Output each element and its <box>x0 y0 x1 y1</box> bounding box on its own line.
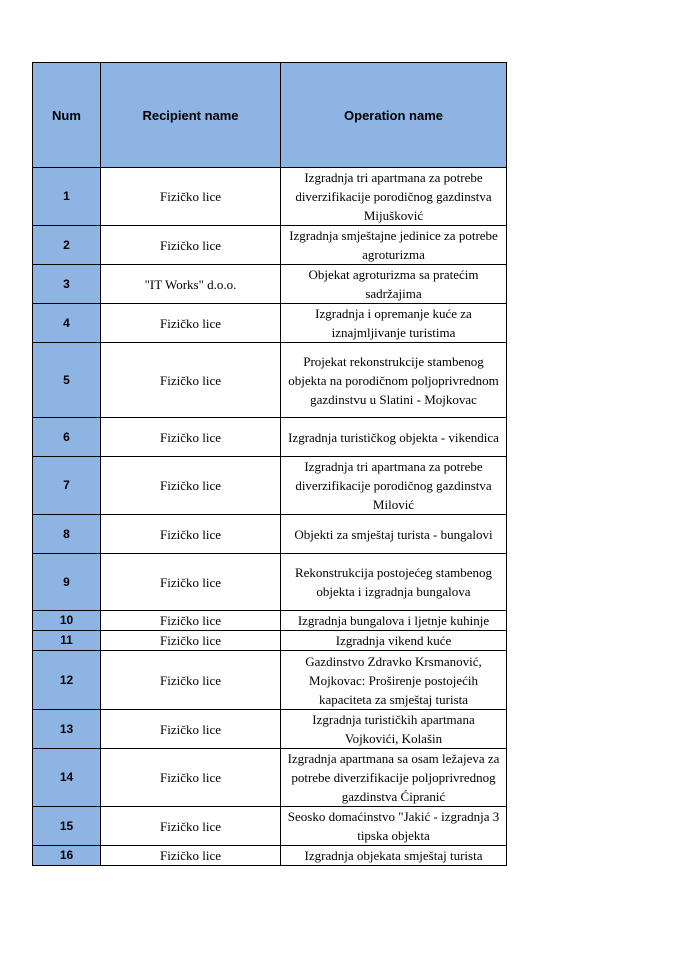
recipient-cell: Fizičko lice <box>101 749 281 807</box>
recipient-cell: Fizičko lice <box>101 807 281 846</box>
table-row <box>33 631 507 651</box>
operation-cell: Izgradnja objekata smještaj turista <box>281 846 507 866</box>
table-row <box>33 749 507 807</box>
header-num: Num <box>33 63 101 168</box>
operation-cell: Izgradnja turističkog objekta - vikendica <box>281 418 507 457</box>
table-row <box>33 418 507 457</box>
table-row <box>33 554 507 611</box>
num-cell: 1 <box>33 168 101 226</box>
table-row <box>33 515 507 554</box>
operation-cell: Izgradnja i opremanje kuće za iznajmljivanje turistima <box>281 304 507 343</box>
table-row <box>33 710 507 749</box>
operation-cell: Izgradnja turističkih apartmana Vojkovići, Kolašin <box>281 710 507 749</box>
table-body <box>33 168 507 866</box>
num-cell: 13 <box>33 710 101 749</box>
operation-cell: Izgradnja tri apartmana za potrebe diverzifikacije porodičnog gazdinstva Milović <box>281 457 507 515</box>
table-row <box>33 343 507 418</box>
num-cell: 8 <box>33 515 101 554</box>
operation-cell: Gazdinstvo Zdravko Krsmanović, Mojkovac: Proširenje postojećih kapaciteta za smještaj turista <box>281 651 507 710</box>
operation-cell: Objekti za smještaj turista - bungalovi <box>281 515 507 554</box>
table-row <box>33 304 507 343</box>
table-row <box>33 168 507 226</box>
recipient-cell: Fizičko lice <box>101 846 281 866</box>
recipient-cell: Fizičko lice <box>101 554 281 611</box>
num-cell: 11 <box>33 631 101 651</box>
header-operation-name: Operation name <box>281 63 507 168</box>
document-page <box>32 62 507 866</box>
recipient-cell: Fizičko lice <box>101 651 281 710</box>
recipient-cell: Fizičko lice <box>101 611 281 631</box>
operation-cell: Izgradnja tri apartmana za potrebe diverzifikacije porodičnog gazdinstva Mijušković <box>281 168 507 226</box>
operation-cell: Rekonstrukcija postojećeg stambenog objekta i izgradnja bungalova <box>281 554 507 611</box>
recipient-cell: Fizičko lice <box>101 631 281 651</box>
grants-table <box>32 62 507 866</box>
num-cell: 14 <box>33 749 101 807</box>
header-recipient-name: Recipient name <box>101 63 281 168</box>
table-row <box>33 265 507 304</box>
recipient-cell: Fizičko lice <box>101 457 281 515</box>
num-cell: 5 <box>33 343 101 418</box>
recipient-cell: Fizičko lice <box>101 226 281 265</box>
recipient-cell: Fizičko lice <box>101 515 281 554</box>
recipient-cell: Fizičko lice <box>101 168 281 226</box>
table-row <box>33 457 507 515</box>
num-cell: 12 <box>33 651 101 710</box>
num-cell: 15 <box>33 807 101 846</box>
num-cell: 10 <box>33 611 101 631</box>
operation-cell: Seosko domaćinstvo "Jakić - izgradnja 3 tipska objekta <box>281 807 507 846</box>
table-row <box>33 846 507 866</box>
operation-cell: Projekat rekonstrukcije stambenog objekta na porodičnom poljoprivrednom gazdinstvu u Slatini - Mojkovac <box>281 343 507 418</box>
recipient-cell: Fizičko lice <box>101 710 281 749</box>
num-cell: 2 <box>33 226 101 265</box>
operation-cell: Izgradnja smještajne jedinice za potrebe agroturizma <box>281 226 507 265</box>
table-row <box>33 807 507 846</box>
num-cell: 9 <box>33 554 101 611</box>
num-cell: 6 <box>33 418 101 457</box>
operation-cell: Objekat agroturizma sa pratećim sadržajima <box>281 265 507 304</box>
operation-cell: Izgradnja bungalova i ljetnje kuhinje <box>281 611 507 631</box>
operation-cell: Izgradnja vikend kuće <box>281 631 507 651</box>
table-row <box>33 651 507 710</box>
num-cell: 3 <box>33 265 101 304</box>
operation-cell: Izgradnja apartmana sa osam ležajeva za potrebe diverzifikacije poljoprivrednog gazdinstva Ćipranić <box>281 749 507 807</box>
recipient-cell: Fizičko lice <box>101 418 281 457</box>
num-cell: 7 <box>33 457 101 515</box>
recipient-cell: Fizičko lice <box>101 304 281 343</box>
recipient-cell: "IT Works" d.o.o. <box>101 265 281 304</box>
recipient-cell: Fizičko lice <box>101 343 281 418</box>
header-row <box>33 63 507 168</box>
table-row <box>33 226 507 265</box>
table-row <box>33 611 507 631</box>
num-cell: 16 <box>33 846 101 866</box>
table-header <box>33 63 507 168</box>
num-cell: 4 <box>33 304 101 343</box>
